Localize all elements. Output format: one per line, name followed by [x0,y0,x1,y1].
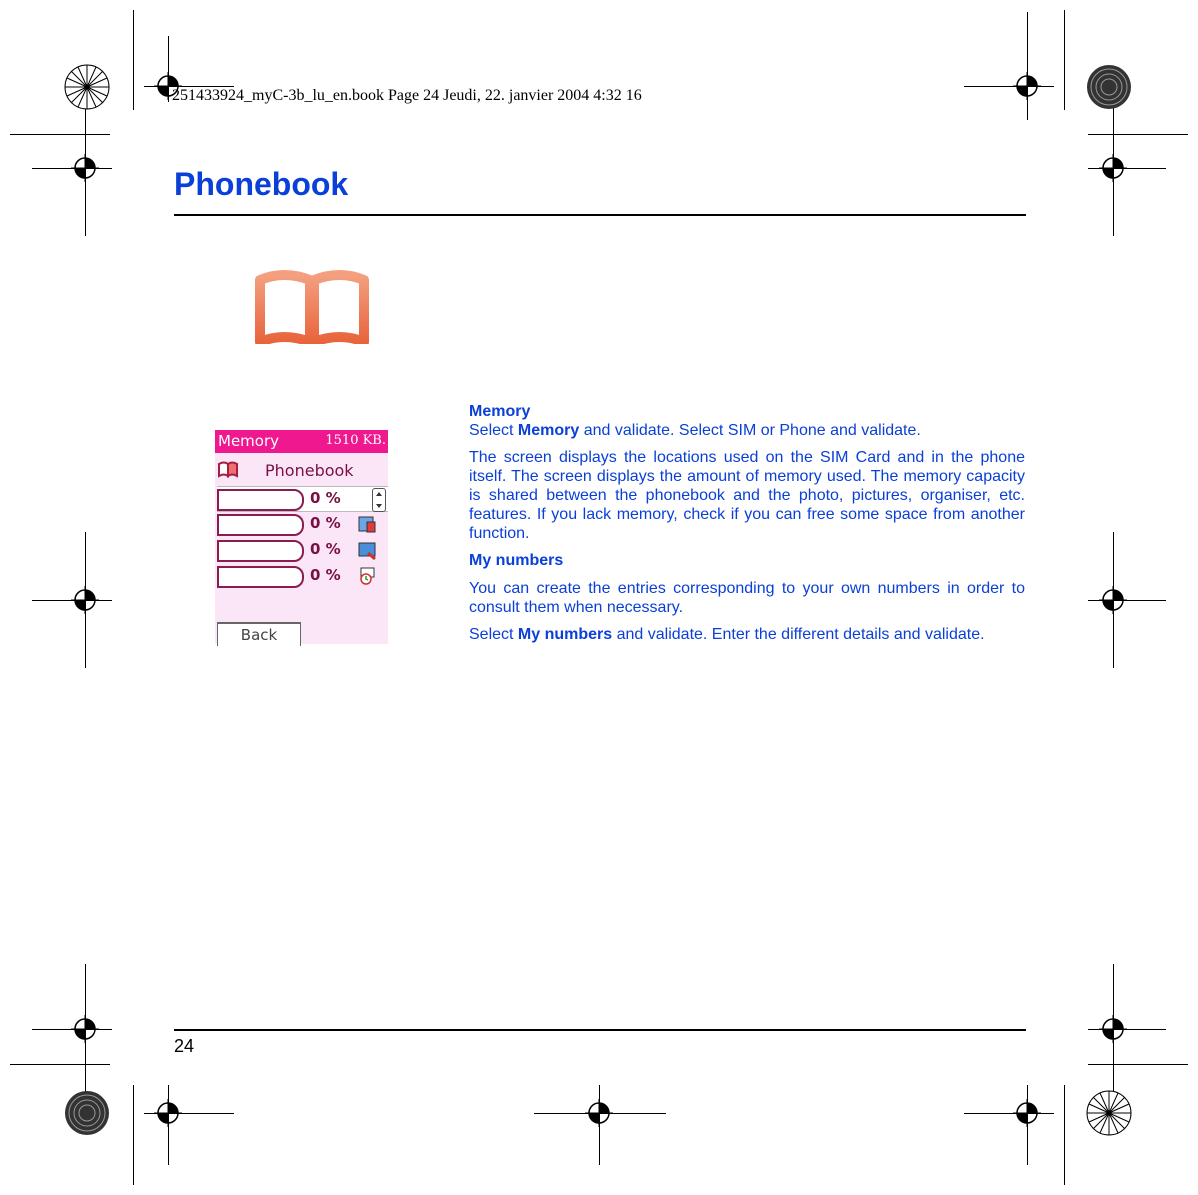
photo-icon [357,540,377,560]
memory-percent: 0 % [310,540,341,558]
screen-subtitle [215,457,388,482]
footer-rule [174,1029,1026,1031]
registration-mark-icon [1099,586,1127,614]
starburst-mark-icon [1086,1090,1132,1136]
screen-subtitle-label: Phonebook [265,461,354,480]
registration-mark-icon [1013,1099,1041,1127]
memory-instruction: Select Memory and validate. Select SIM or Phone and validate. [469,422,921,439]
phonebook-icon [217,460,239,478]
memory-row[interactable] [217,538,388,562]
registration-mark-icon [71,586,99,614]
starburst-mark-icon [64,1090,110,1136]
content-column [469,402,1025,652]
memory-usage-bar [217,540,304,562]
registration-mark-icon [1013,72,1041,100]
memory-usage-bar [217,566,304,588]
registration-mark-icon [154,1099,182,1127]
picture-icon [357,514,377,534]
my-numbers-heading: My numbers [469,552,564,569]
starburst-mark-icon [64,64,110,110]
memory-percent: 0 % [310,514,341,532]
memory-row[interactable] [217,564,388,588]
scroll-icon[interactable] [372,488,386,512]
my-numbers-keyword: My numbers [517,626,613,643]
memory-percent: 0 % [310,566,341,584]
memory-percent: 0 % [310,489,341,507]
starburst-mark-icon [1086,64,1132,110]
page-title: Phonebook [174,166,349,202]
memory-keyword: Memory [517,422,580,439]
page-number: 24 [174,1036,195,1056]
open-book-icon [252,268,372,344]
memory-row[interactable] [217,512,388,536]
registration-mark-icon [585,1099,613,1127]
memory-usage-bar [217,514,304,536]
screen-title: Memory [218,432,280,450]
memory-heading: Memory [469,403,531,420]
registration-mark-icon [71,1015,99,1043]
registration-mark-icon [1099,1015,1127,1043]
registration-mark-icon [71,154,99,182]
memory-row[interactable] [217,486,388,512]
my-numbers-instruction: Select My numbers and validate. Enter the different details and validate. [469,626,985,643]
registration-mark-icon [1099,154,1127,182]
print-header: 251433924_myC-3b_lu_en.book Page 24 Jeudi, 22. janvier 2004 4:32 16 [172,87,642,104]
screen-title-bar [215,430,388,453]
title-rule [174,214,1026,216]
organiser-icon [357,566,377,586]
my-numbers-description: You can create the entries corresponding to your own numbers in order to consult them when necessary. [469,580,1025,616]
back-button[interactable]: Back [217,622,301,646]
memory-capacity: 1510 KB. [325,433,386,448]
phone-memory-screen [215,430,388,644]
memory-usage-bar [217,489,304,511]
memory-description: The screen displays the locations used on the SIM Card and in the phone itself. The screen displays the amount of memory used. The memory capacity is shared between the phonebook and the photo, pictures, organiser, etc. features. If you lack memory, check if you can free some space from another function. [469,449,1025,542]
